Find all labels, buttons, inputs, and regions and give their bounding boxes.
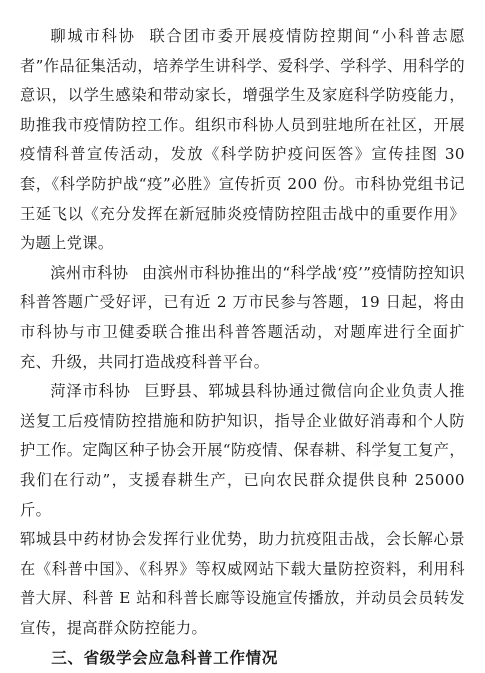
section-heading: 三、省级学会应急科普工作情况 <box>51 648 278 668</box>
paragraph-yuncheng <box>20 525 465 643</box>
paragraph-text: 联合团市委开展疫情防控期间“小科普志愿者”作品征集活动，培养学生讲科学、爱科学、学科学、用科学的意识，以学生感染和带动家长，增强学生及家庭科学防疫能力，助推我市疫情防控工作。组织市科协人员到驻地所在社区，开展疫情科普宣传活动，发放《科学防护疫问医答》宣传挂图 30 套，《科学防护战“疫”必胜》宣传折页 200 份。市科协党组书记王延飞以《充分发挥在新冠肺炎疫情防控阻击战中的重要作用》为题上党课。 <box>20 27 465 253</box>
paragraph-text: 巨野县、郓城县科协通过微信向企业负责人推送复工后疫情防控措施和防护知识，指导企业做好消毒和个人防护工作。定陶区种子协会开展“防疫情、保春耕、科学复工复产，我们在行动”，支援春耕生产，已向农民群众提供良种 25000 斤。 <box>20 382 465 519</box>
paragraph-text: 由滨州市科协推出的“科学战‘疫’”疫情防控知识科普答题广受好评，已有近 2 万市民参与答题，19 日起，将由市科协与市卫健委联合推出科普答题活动，对题库进行全面扩充、升级，共同打造战疫科普平台。 <box>20 263 465 371</box>
paragraph-heze <box>20 377 465 525</box>
paragraph-lead: 聊城市科协 <box>50 27 136 45</box>
paragraph-text: 郓城县中药材协会发挥行业优势，助力抗疫阻击战，会长解心景在《科普中国》、《科界》等权威网站下载大量防控资料，利用科普大屏、科普 E 站和科普长廊等设施宣传播放，并动员会员转发宣传，提高群众防控能力。 <box>20 530 465 637</box>
paragraph-binzhou <box>20 259 465 377</box>
paragraph-lead: 滨州市科协 <box>50 263 129 282</box>
paragraph-lead: 菏泽市科协 <box>50 382 131 401</box>
paragraph-liaocheng <box>20 22 465 259</box>
